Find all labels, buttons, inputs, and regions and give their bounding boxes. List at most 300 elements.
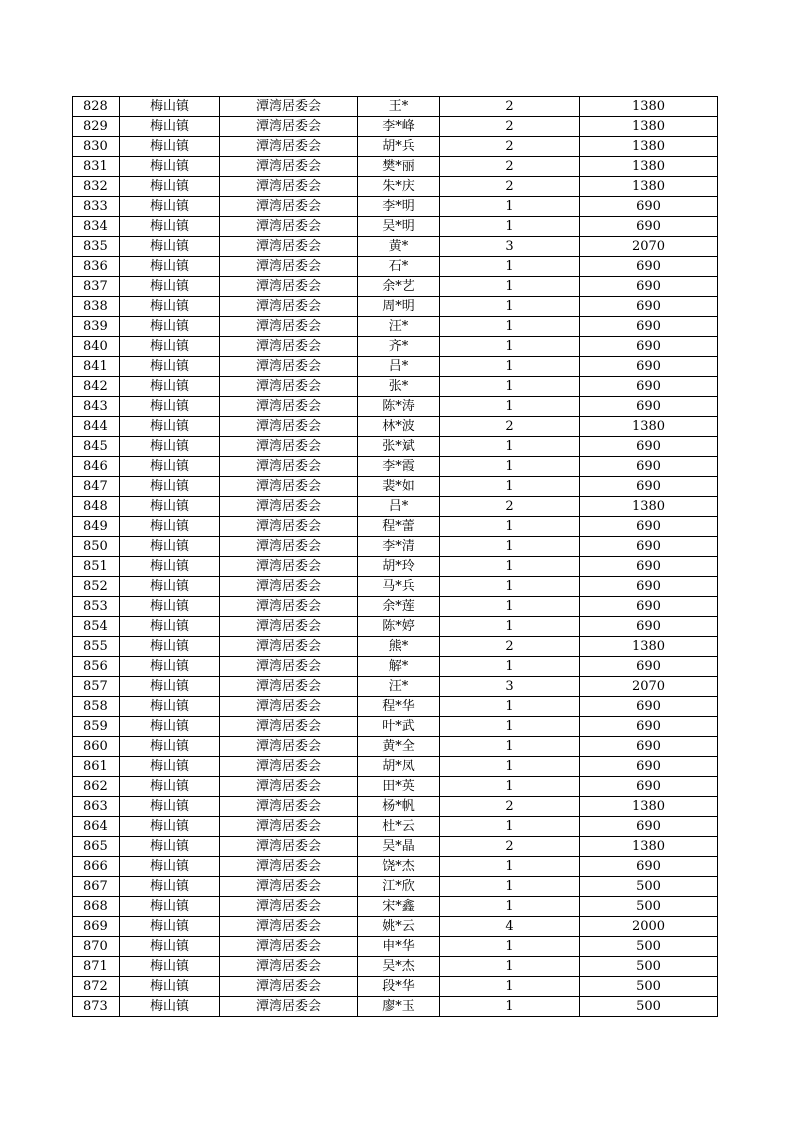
- amount-cell: 1380: [580, 117, 718, 137]
- table-row: [73, 837, 718, 857]
- town-cell: 梅山镇: [120, 457, 220, 477]
- committee-cell: 潭湾居委会: [220, 297, 358, 317]
- row-number-cell: 869: [73, 917, 120, 937]
- town-cell: 梅山镇: [120, 517, 220, 537]
- name-cell: 张*: [358, 377, 440, 397]
- amount-cell: 690: [580, 477, 718, 497]
- committee-cell: 潭湾居委会: [220, 757, 358, 777]
- row-number-cell: 868: [73, 897, 120, 917]
- table-row: [73, 217, 718, 237]
- row-number-cell: 838: [73, 297, 120, 317]
- committee-cell: 潭湾居委会: [220, 877, 358, 897]
- table-row: [73, 977, 718, 997]
- name-cell: 田*英: [358, 777, 440, 797]
- table-row: [73, 957, 718, 977]
- count-cell: 1: [440, 817, 580, 837]
- amount-cell: 690: [580, 397, 718, 417]
- amount-cell: 2070: [580, 237, 718, 257]
- name-cell: 汪*: [358, 677, 440, 697]
- committee-cell: 潭湾居委会: [220, 137, 358, 157]
- amount-cell: 690: [580, 437, 718, 457]
- name-cell: 江*欣: [358, 877, 440, 897]
- town-cell: 梅山镇: [120, 917, 220, 937]
- amount-cell: 690: [580, 457, 718, 477]
- amount-cell: 690: [580, 277, 718, 297]
- table-row: [73, 697, 718, 717]
- name-cell: 吴*晶: [358, 837, 440, 857]
- amount-cell: 500: [580, 977, 718, 997]
- name-cell: 宋*鑫: [358, 897, 440, 917]
- table-row: [73, 597, 718, 617]
- committee-cell: 潭湾居委会: [220, 577, 358, 597]
- count-cell: 1: [440, 857, 580, 877]
- count-cell: 4: [440, 917, 580, 937]
- name-cell: 朱*庆: [358, 177, 440, 197]
- committee-cell: 潭湾居委会: [220, 717, 358, 737]
- count-cell: 1: [440, 997, 580, 1017]
- count-cell: 2: [440, 637, 580, 657]
- amount-cell: 500: [580, 897, 718, 917]
- count-cell: 2: [440, 137, 580, 157]
- row-number-cell: 844: [73, 417, 120, 437]
- row-number-cell: 837: [73, 277, 120, 297]
- row-number-cell: 847: [73, 477, 120, 497]
- table-row: [73, 117, 718, 137]
- amount-cell: 500: [580, 937, 718, 957]
- town-cell: 梅山镇: [120, 937, 220, 957]
- town-cell: 梅山镇: [120, 777, 220, 797]
- committee-cell: 潭湾居委会: [220, 857, 358, 877]
- count-cell: 1: [440, 977, 580, 997]
- town-cell: 梅山镇: [120, 377, 220, 397]
- amount-cell: 690: [580, 377, 718, 397]
- amount-cell: 690: [580, 317, 718, 337]
- row-number-cell: 848: [73, 497, 120, 517]
- count-cell: 3: [440, 677, 580, 697]
- row-number-cell: 842: [73, 377, 120, 397]
- name-cell: 陈*婷: [358, 617, 440, 637]
- name-cell: 裴*如: [358, 477, 440, 497]
- name-cell: 黄*全: [358, 737, 440, 757]
- count-cell: 1: [440, 597, 580, 617]
- count-cell: 1: [440, 377, 580, 397]
- table-row: [73, 477, 718, 497]
- town-cell: 梅山镇: [120, 797, 220, 817]
- name-cell: 马*兵: [358, 577, 440, 597]
- name-cell: 叶*武: [358, 717, 440, 737]
- row-number-cell: 856: [73, 657, 120, 677]
- table-row: [73, 397, 718, 417]
- name-cell: 张*斌: [358, 437, 440, 457]
- name-cell: 吕*: [358, 497, 440, 517]
- amount-cell: 690: [580, 757, 718, 777]
- row-number-cell: 854: [73, 617, 120, 637]
- town-cell: 梅山镇: [120, 137, 220, 157]
- row-number-cell: 871: [73, 957, 120, 977]
- name-cell: 熊*: [358, 637, 440, 657]
- committee-cell: 潭湾居委会: [220, 357, 358, 377]
- table-row: [73, 177, 718, 197]
- committee-cell: 潭湾居委会: [220, 977, 358, 997]
- count-cell: 1: [440, 717, 580, 737]
- committee-cell: 潭湾居委会: [220, 157, 358, 177]
- row-number-cell: 839: [73, 317, 120, 337]
- row-number-cell: 846: [73, 457, 120, 477]
- name-cell: 胡*凤: [358, 757, 440, 777]
- name-cell: 胡*玲: [358, 557, 440, 577]
- committee-cell: 潭湾居委会: [220, 557, 358, 577]
- count-cell: 1: [440, 897, 580, 917]
- table-row: [73, 437, 718, 457]
- committee-cell: 潭湾居委会: [220, 417, 358, 437]
- row-number-cell: 845: [73, 437, 120, 457]
- table-row: [73, 897, 718, 917]
- table-row: [73, 637, 718, 657]
- count-cell: 1: [440, 957, 580, 977]
- count-cell: 1: [440, 357, 580, 377]
- town-cell: 梅山镇: [120, 537, 220, 557]
- town-cell: 梅山镇: [120, 297, 220, 317]
- committee-cell: 潭湾居委会: [220, 377, 358, 397]
- amount-cell: 690: [580, 537, 718, 557]
- table-row: [73, 657, 718, 677]
- amount-cell: 2000: [580, 917, 718, 937]
- table-row: [73, 417, 718, 437]
- table-row: [73, 937, 718, 957]
- town-cell: 梅山镇: [120, 197, 220, 217]
- committee-cell: 潭湾居委会: [220, 457, 358, 477]
- town-cell: 梅山镇: [120, 437, 220, 457]
- amount-cell: 500: [580, 997, 718, 1017]
- name-cell: 程*华: [358, 697, 440, 717]
- committee-cell: 潭湾居委会: [220, 117, 358, 137]
- table-row: [73, 717, 718, 737]
- town-cell: 梅山镇: [120, 597, 220, 617]
- committee-cell: 潭湾居委会: [220, 177, 358, 197]
- table-row: [73, 777, 718, 797]
- name-cell: 王*: [358, 97, 440, 117]
- row-number-cell: 863: [73, 797, 120, 817]
- name-cell: 石*: [358, 257, 440, 277]
- town-cell: 梅山镇: [120, 237, 220, 257]
- count-cell: 1: [440, 477, 580, 497]
- committee-cell: 潭湾居委会: [220, 397, 358, 417]
- town-cell: 梅山镇: [120, 837, 220, 857]
- table-row: [73, 797, 718, 817]
- table-row: [73, 737, 718, 757]
- row-number-cell: 872: [73, 977, 120, 997]
- count-cell: 1: [440, 937, 580, 957]
- town-cell: 梅山镇: [120, 337, 220, 357]
- amount-cell: 690: [580, 557, 718, 577]
- name-cell: 段*华: [358, 977, 440, 997]
- table-body: [73, 97, 718, 1017]
- name-cell: 姚*云: [358, 917, 440, 937]
- table-row: [73, 237, 718, 257]
- town-cell: 梅山镇: [120, 957, 220, 977]
- committee-cell: 潭湾居委会: [220, 477, 358, 497]
- town-cell: 梅山镇: [120, 477, 220, 497]
- amount-cell: 690: [580, 717, 718, 737]
- name-cell: 杜*云: [358, 817, 440, 837]
- table-row: [73, 517, 718, 537]
- name-cell: 余*莲: [358, 597, 440, 617]
- row-number-cell: 829: [73, 117, 120, 137]
- town-cell: 梅山镇: [120, 817, 220, 837]
- amount-cell: 690: [580, 357, 718, 377]
- name-cell: 樊*丽: [358, 157, 440, 177]
- committee-cell: 潭湾居委会: [220, 897, 358, 917]
- count-cell: 2: [440, 177, 580, 197]
- table-row: [73, 537, 718, 557]
- count-cell: 1: [440, 337, 580, 357]
- committee-cell: 潭湾居委会: [220, 497, 358, 517]
- table-row: [73, 497, 718, 517]
- row-number-cell: 849: [73, 517, 120, 537]
- town-cell: 梅山镇: [120, 737, 220, 757]
- amount-cell: 500: [580, 957, 718, 977]
- count-cell: 1: [440, 517, 580, 537]
- count-cell: 1: [440, 557, 580, 577]
- count-cell: 1: [440, 317, 580, 337]
- table-row: [73, 617, 718, 637]
- amount-cell: 690: [580, 297, 718, 317]
- count-cell: 1: [440, 397, 580, 417]
- row-number-cell: 859: [73, 717, 120, 737]
- committee-cell: 潭湾居委会: [220, 237, 358, 257]
- count-cell: 1: [440, 657, 580, 677]
- name-cell: 杨*帆: [358, 797, 440, 817]
- town-cell: 梅山镇: [120, 317, 220, 337]
- town-cell: 梅山镇: [120, 497, 220, 517]
- committee-cell: 潭湾居委会: [220, 317, 358, 337]
- town-cell: 梅山镇: [120, 417, 220, 437]
- row-number-cell: 835: [73, 237, 120, 257]
- table-row: [73, 917, 718, 937]
- table-row: [73, 757, 718, 777]
- row-number-cell: 834: [73, 217, 120, 237]
- name-cell: 吕*: [358, 357, 440, 377]
- row-number-cell: 855: [73, 637, 120, 657]
- row-number-cell: 858: [73, 697, 120, 717]
- table-row: [73, 377, 718, 397]
- town-cell: 梅山镇: [120, 117, 220, 137]
- row-number-cell: 864: [73, 817, 120, 837]
- amount-cell: 690: [580, 817, 718, 837]
- row-number-cell: 865: [73, 837, 120, 857]
- table-row: [73, 577, 718, 597]
- amount-cell: 1380: [580, 177, 718, 197]
- count-cell: 1: [440, 257, 580, 277]
- row-number-cell: 851: [73, 557, 120, 577]
- row-number-cell: 853: [73, 597, 120, 617]
- amount-cell: 690: [580, 777, 718, 797]
- table-row: [73, 877, 718, 897]
- count-cell: 2: [440, 837, 580, 857]
- count-cell: 1: [440, 877, 580, 897]
- name-cell: 汪*: [358, 317, 440, 337]
- count-cell: 1: [440, 737, 580, 757]
- table-row: [73, 857, 718, 877]
- name-cell: 胡*兵: [358, 137, 440, 157]
- town-cell: 梅山镇: [120, 277, 220, 297]
- row-number-cell: 841: [73, 357, 120, 377]
- table-row: [73, 317, 718, 337]
- amount-cell: 500: [580, 877, 718, 897]
- town-cell: 梅山镇: [120, 677, 220, 697]
- town-cell: 梅山镇: [120, 997, 220, 1017]
- town-cell: 梅山镇: [120, 717, 220, 737]
- committee-cell: 潭湾居委会: [220, 837, 358, 857]
- count-cell: 3: [440, 237, 580, 257]
- committee-cell: 潭湾居委会: [220, 817, 358, 837]
- town-cell: 梅山镇: [120, 617, 220, 637]
- committee-cell: 潭湾居委会: [220, 257, 358, 277]
- table-row: [73, 97, 718, 117]
- count-cell: 2: [440, 97, 580, 117]
- committee-cell: 潭湾居委会: [220, 197, 358, 217]
- table-row: [73, 817, 718, 837]
- table-row: [73, 677, 718, 697]
- row-number-cell: 861: [73, 757, 120, 777]
- name-cell: 解*: [358, 657, 440, 677]
- count-cell: 1: [440, 617, 580, 637]
- amount-cell: 1380: [580, 417, 718, 437]
- committee-cell: 潭湾居委会: [220, 657, 358, 677]
- name-cell: 程*蕾: [358, 517, 440, 537]
- committee-cell: 潭湾居委会: [220, 797, 358, 817]
- name-cell: 饶*杰: [358, 857, 440, 877]
- committee-cell: 潭湾居委会: [220, 537, 358, 557]
- committee-cell: 潭湾居委会: [220, 277, 358, 297]
- row-number-cell: 833: [73, 197, 120, 217]
- amount-cell: 2070: [580, 677, 718, 697]
- row-number-cell: 840: [73, 337, 120, 357]
- town-cell: 梅山镇: [120, 977, 220, 997]
- amount-cell: 690: [580, 197, 718, 217]
- name-cell: 齐*: [358, 337, 440, 357]
- row-number-cell: 870: [73, 937, 120, 957]
- name-cell: 李*明: [358, 197, 440, 217]
- name-cell: 黄*: [358, 237, 440, 257]
- name-cell: 周*明: [358, 297, 440, 317]
- count-cell: 1: [440, 217, 580, 237]
- count-cell: 1: [440, 577, 580, 597]
- row-number-cell: 831: [73, 157, 120, 177]
- town-cell: 梅山镇: [120, 257, 220, 277]
- row-number-cell: 832: [73, 177, 120, 197]
- amount-cell: 690: [580, 697, 718, 717]
- town-cell: 梅山镇: [120, 637, 220, 657]
- count-cell: 2: [440, 157, 580, 177]
- amount-cell: 1380: [580, 837, 718, 857]
- row-number-cell: 873: [73, 997, 120, 1017]
- count-cell: 1: [440, 277, 580, 297]
- committee-cell: 潭湾居委会: [220, 597, 358, 617]
- table-row: [73, 997, 718, 1017]
- town-cell: 梅山镇: [120, 397, 220, 417]
- table-row: [73, 197, 718, 217]
- row-number-cell: 850: [73, 537, 120, 557]
- town-cell: 梅山镇: [120, 857, 220, 877]
- town-cell: 梅山镇: [120, 557, 220, 577]
- committee-cell: 潭湾居委会: [220, 917, 358, 937]
- table-row: [73, 357, 718, 377]
- amount-cell: 1380: [580, 797, 718, 817]
- row-number-cell: 866: [73, 857, 120, 877]
- committee-cell: 潭湾居委会: [220, 337, 358, 357]
- amount-cell: 1380: [580, 497, 718, 517]
- row-number-cell: 867: [73, 877, 120, 897]
- committee-cell: 潭湾居委会: [220, 957, 358, 977]
- town-cell: 梅山镇: [120, 97, 220, 117]
- count-cell: 1: [440, 437, 580, 457]
- count-cell: 2: [440, 417, 580, 437]
- table-row: [73, 337, 718, 357]
- amount-cell: 690: [580, 737, 718, 757]
- name-cell: 陈*涛: [358, 397, 440, 417]
- town-cell: 梅山镇: [120, 877, 220, 897]
- name-cell: 廖*玉: [358, 997, 440, 1017]
- amount-cell: 1380: [580, 157, 718, 177]
- table-row: [73, 137, 718, 157]
- town-cell: 梅山镇: [120, 757, 220, 777]
- amount-cell: 690: [580, 217, 718, 237]
- name-cell: 李*霞: [358, 457, 440, 477]
- amount-cell: 690: [580, 597, 718, 617]
- committee-cell: 潭湾居委会: [220, 937, 358, 957]
- name-cell: 林*波: [358, 417, 440, 437]
- committee-cell: 潭湾居委会: [220, 777, 358, 797]
- amount-cell: 1380: [580, 97, 718, 117]
- town-cell: 梅山镇: [120, 657, 220, 677]
- count-cell: 1: [440, 197, 580, 217]
- count-cell: 1: [440, 697, 580, 717]
- row-number-cell: 862: [73, 777, 120, 797]
- committee-cell: 潭湾居委会: [220, 617, 358, 637]
- count-cell: 1: [440, 777, 580, 797]
- count-cell: 2: [440, 797, 580, 817]
- town-cell: 梅山镇: [120, 217, 220, 237]
- committee-cell: 潭湾居委会: [220, 737, 358, 757]
- name-cell: 吴*杰: [358, 957, 440, 977]
- committee-cell: 潭湾居委会: [220, 997, 358, 1017]
- town-cell: 梅山镇: [120, 157, 220, 177]
- amount-cell: 690: [580, 517, 718, 537]
- town-cell: 梅山镇: [120, 357, 220, 377]
- name-cell: 李*清: [358, 537, 440, 557]
- committee-cell: 潭湾居委会: [220, 217, 358, 237]
- name-cell: 李*峰: [358, 117, 440, 137]
- table-row: [73, 257, 718, 277]
- amount-cell: 690: [580, 657, 718, 677]
- committee-cell: 潭湾居委会: [220, 637, 358, 657]
- row-number-cell: 830: [73, 137, 120, 157]
- amount-cell: 1380: [580, 137, 718, 157]
- row-number-cell: 860: [73, 737, 120, 757]
- amount-cell: 1380: [580, 637, 718, 657]
- row-number-cell: 852: [73, 577, 120, 597]
- committee-cell: 潭湾居委会: [220, 97, 358, 117]
- town-cell: 梅山镇: [120, 177, 220, 197]
- amount-cell: 690: [580, 617, 718, 637]
- count-cell: 1: [440, 757, 580, 777]
- amount-cell: 690: [580, 257, 718, 277]
- count-cell: 1: [440, 297, 580, 317]
- subsidy-table: [72, 96, 718, 1017]
- table-row: [73, 157, 718, 177]
- name-cell: 申*华: [358, 937, 440, 957]
